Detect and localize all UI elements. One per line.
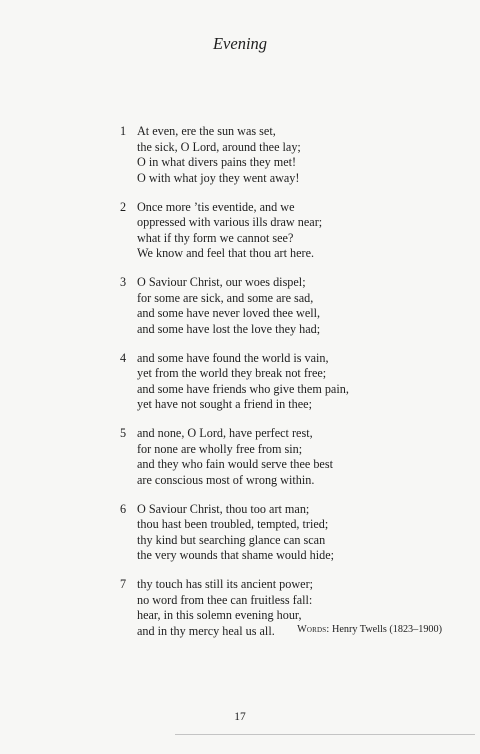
verse-line: and some have friends who give them pain, xyxy=(137,381,349,396)
credit-author: Henry Twells (1823–1900) xyxy=(331,624,442,635)
verse-number: 6 xyxy=(120,501,127,516)
verse-line: oppressed with various ills draw near; xyxy=(137,215,323,229)
author-credit xyxy=(297,624,442,635)
verse-number: 5 xyxy=(120,426,127,440)
verse-line: yet from the world they break not free; xyxy=(137,366,327,380)
verse xyxy=(120,426,420,488)
verse-number: 4 xyxy=(120,350,127,365)
credit-label: Words: xyxy=(297,624,330,635)
verse-line: the very wounds that shame would hide; xyxy=(137,548,334,562)
verse-line: thy touch has still its ancient power; xyxy=(137,577,314,591)
verse xyxy=(120,200,420,262)
verse-line: are conscious most of wrong within. xyxy=(137,472,315,487)
verse-line: for some are sick, and some are sad, xyxy=(137,290,314,305)
verse xyxy=(120,351,420,413)
verse-line: and in thy mercy heal us all. xyxy=(137,623,275,638)
hymn-verses xyxy=(120,124,420,653)
verse-line: hear, in this solemn evening hour, xyxy=(137,608,302,622)
verse-line: O Saviour Christ, our woes dispel; xyxy=(137,275,306,289)
page-title: Evening xyxy=(212,34,268,53)
verse-line: and none, O Lord, have perfect rest, xyxy=(137,426,313,440)
verse-line: thy kind but searching glance can scan xyxy=(137,532,326,547)
verse-line: what if thy form we cannot see? xyxy=(137,230,294,245)
verse xyxy=(120,275,420,337)
verse-line: and they who fain would serve thee best xyxy=(137,457,333,471)
verse-line: At even, ere the sun was set, xyxy=(137,124,276,138)
verse xyxy=(120,502,420,564)
verse-line: O in what divers pains they met! xyxy=(137,155,297,169)
verse-line: yet have not sought a friend in thee; xyxy=(137,397,312,411)
verse-line: for none are wholly free from sin; xyxy=(137,441,303,456)
verse xyxy=(120,124,420,186)
verse-line: We know and feel that thou art here. xyxy=(137,246,315,260)
verse-number: 3 xyxy=(120,275,127,289)
verse-line: no word from thee can fruitless fall: xyxy=(137,592,313,607)
verse-number: 2 xyxy=(120,199,127,214)
verse-line: the sick, O Lord, around thee lay; xyxy=(137,139,301,154)
verse-line: Once more ’tis eventide, and we xyxy=(137,199,295,214)
verse-number: 7 xyxy=(120,577,127,591)
verse-line: O with what joy they went away! xyxy=(137,170,300,185)
page-number: 17 xyxy=(234,711,246,723)
verse-line: and some have never loved thee well, xyxy=(137,306,321,320)
verse-line: and some have lost the love they had; xyxy=(137,321,321,336)
verse-line: O Saviour Christ, thou too art man; xyxy=(137,501,310,516)
verse-number: 1 xyxy=(120,124,127,138)
page-edge-divider xyxy=(175,734,475,735)
verse-line: thou hast been troubled, tempted, tried; xyxy=(137,517,329,531)
verse-line: and some have found the world is vain, xyxy=(137,350,329,365)
